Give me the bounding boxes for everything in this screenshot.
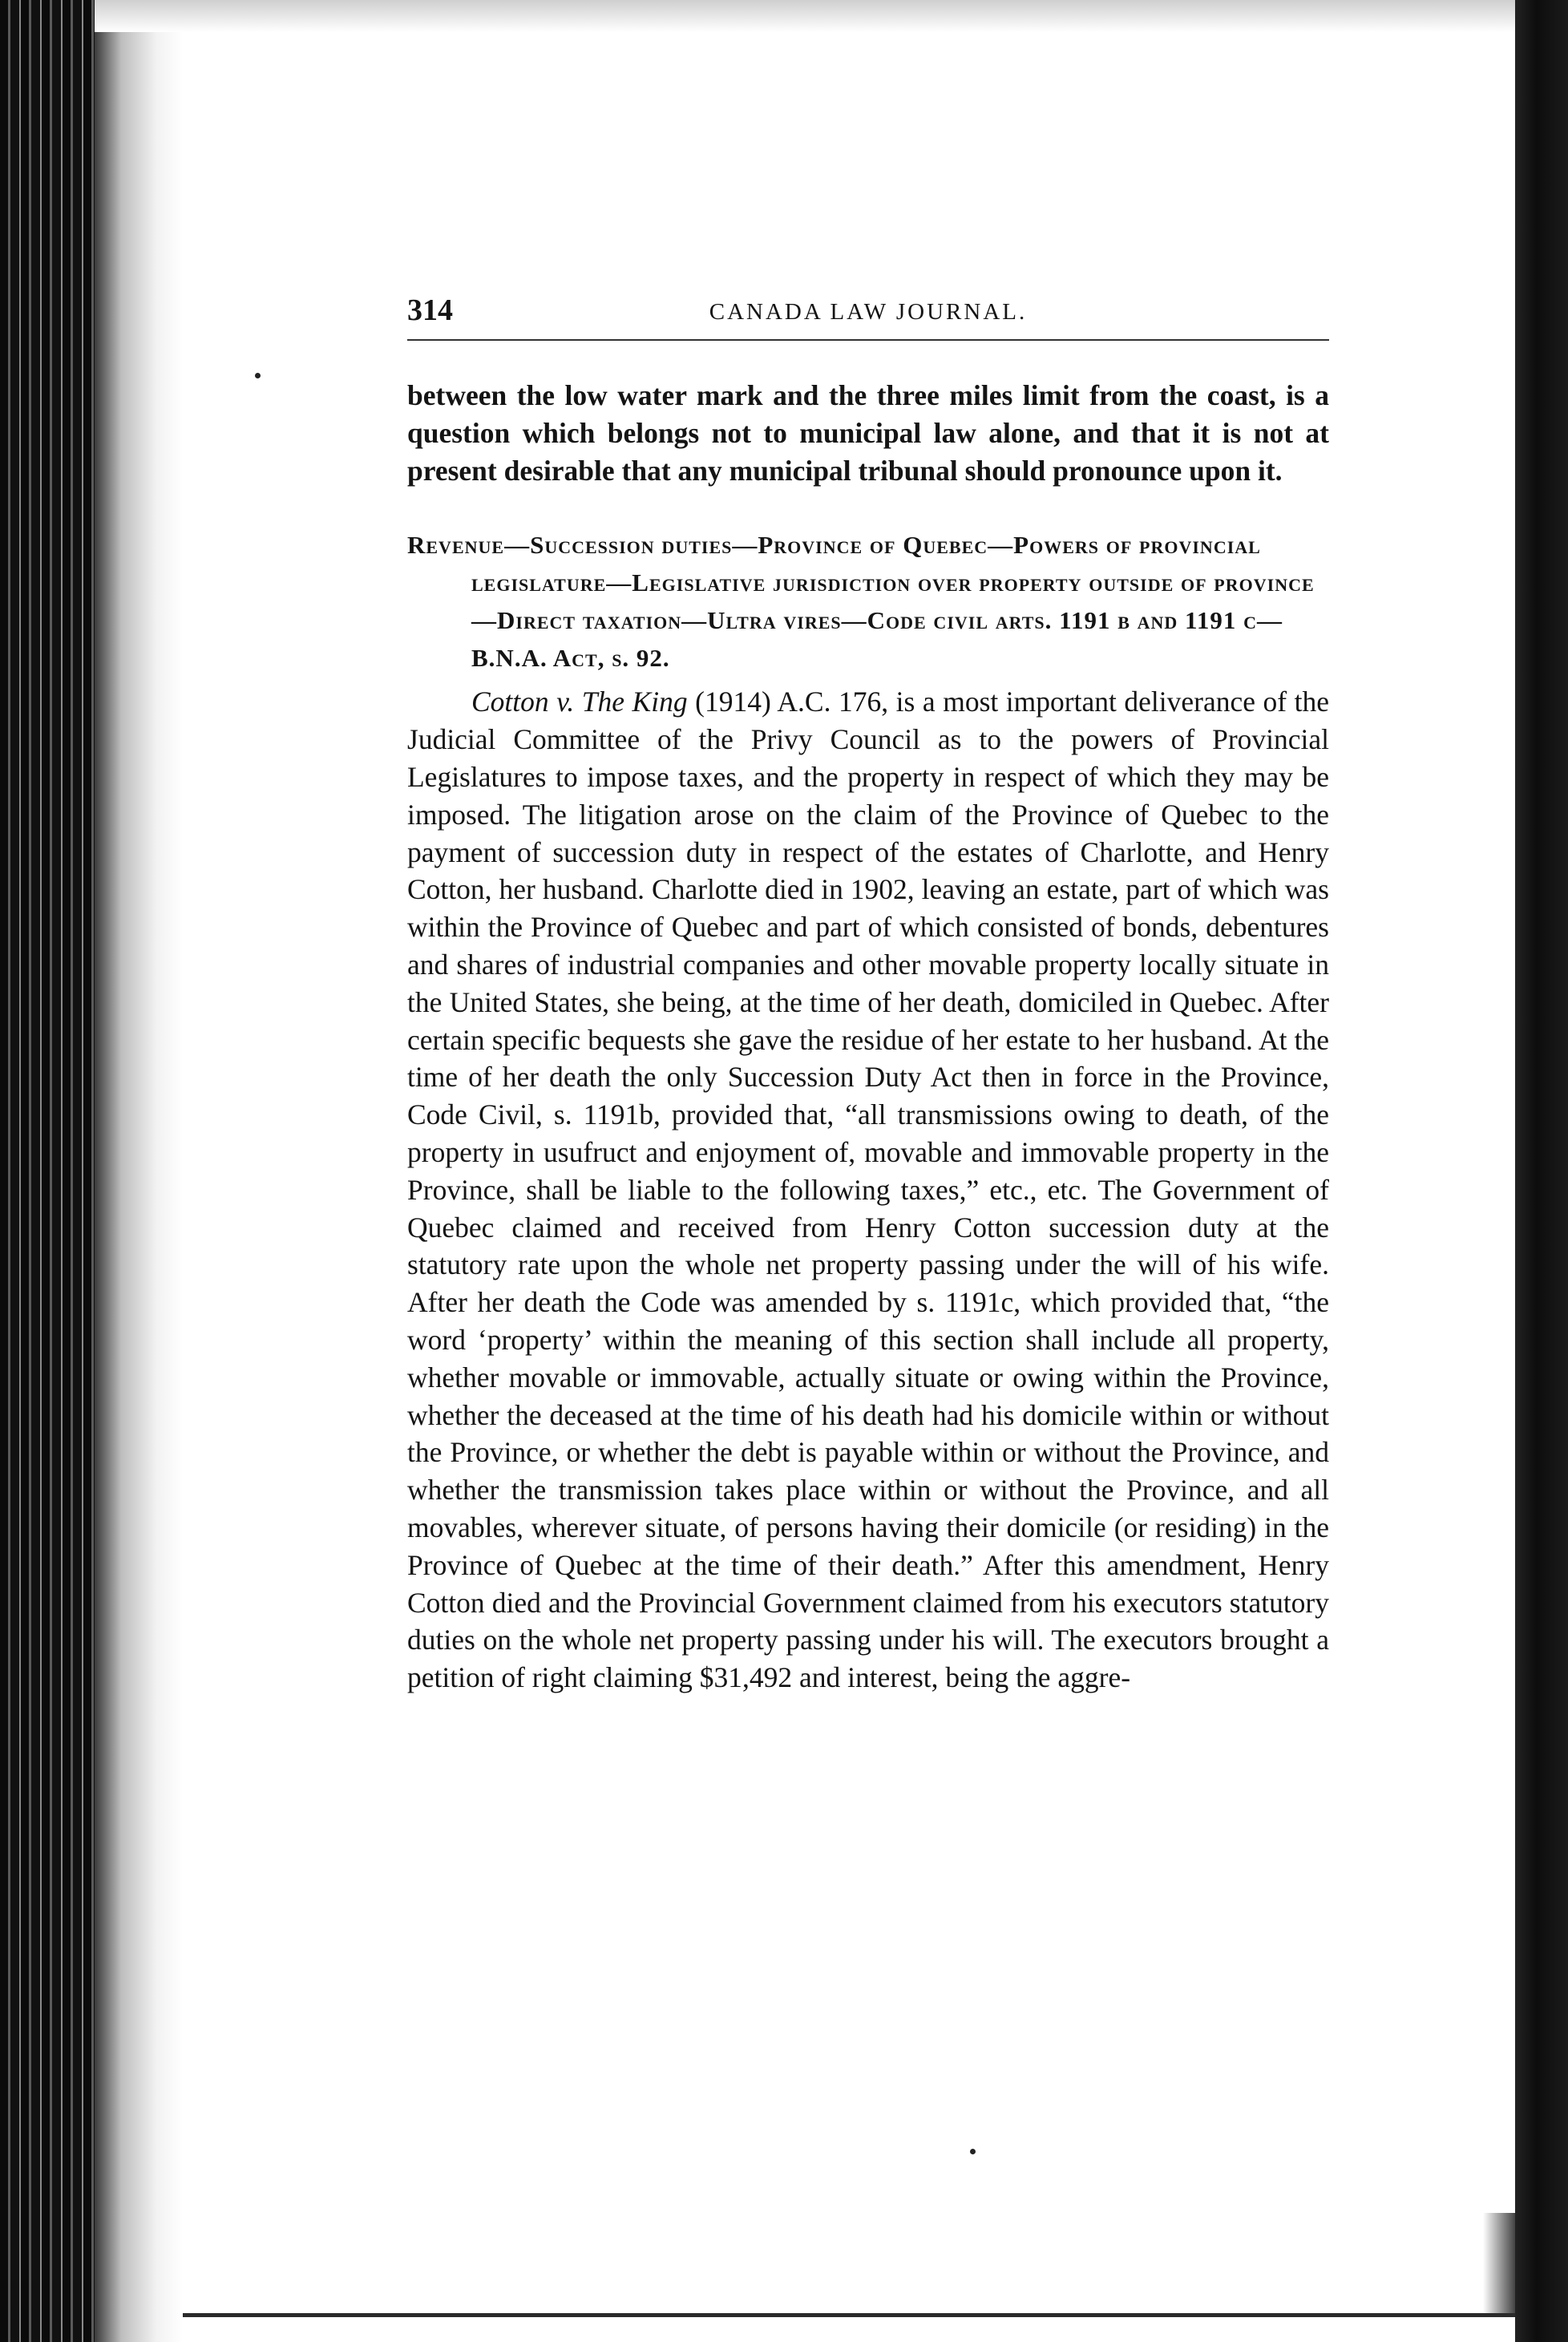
page-number: 314 (407, 293, 453, 327)
scan-corner-smudge (1483, 2213, 1515, 2317)
headnote: Revenue—Succession duties—Province of Quebec—Powers of provincial legislature—Legislative jurisdiction over property outside of province—Direct taxation—Ultra vires—Code civil arts. 1191 b and 1191 c—B.N.A. Act, s. 92. (407, 531, 1315, 673)
scan-border-right (1515, 0, 1568, 2342)
page-header (407, 293, 1329, 341)
running-title: CANADA LAW JOURNAL. (709, 299, 1028, 325)
scan-shadow-left (95, 0, 183, 2342)
scan-bottom-edge (183, 2313, 1515, 2317)
scan-border-left (0, 0, 95, 2342)
header-rule (407, 339, 1329, 341)
opening-paragraph: between the low water mark and the three miles limit from the coast, is a question which belongs not to municipal law alone, and that it is not at present desirable that any municipal tribunal should pronounce upon it. (407, 379, 1329, 487)
case-name: Cotton v. The King (471, 686, 688, 718)
case-paragraph (407, 683, 1329, 1697)
scan-speck (970, 2149, 976, 2154)
scan-shadow-top (95, 0, 1515, 32)
scan-speck (255, 373, 261, 378)
page-body (407, 377, 1329, 1697)
case-paragraph-text: (1914) A.C. 176, is a most important deliverance of the Judicial Committee of the Privy Council as to the powers of Provincial Legislatures to impose taxes, and the property in respect of which they may be imposed. The litigation arose on the claim of the Province of Quebec to the payment of succession duty in respect of the estates of Charlotte, and Henry Cotton, her husband. Charlotte died in 1902, leaving an estate, part of which was within the Province of Quebec and part of which consisted of bonds, debentures and shares of industrial companies and other movable property locally situate in the United States, she being, at the time of her death, domiciled in Quebec. After certain specific bequests she gave the residue of her estate to her husband. At the time of her death the only Succession Duty Act then in force in the Province, Code Civil, s. 1191b, provided that, “all transmissions owing to death, of the property in usufruct and enjoyment of, movable and immovable property in the Province, shall be liable to the following taxes,” etc., etc. The Government of Quebec claimed and received from Henry Cotton succession duty at the statutory rate upon the whole net property passing under the will of his wife. After her death the Code was amended by s. 1191c, which provided that, “the word ‘property’ within the meaning of this section shall include all property, whether movable or immovable, actually situate or owing within the Province, whether the deceased at the time of his death had his domicile within or without the Province, or whether the debt is payable within or without the Province, and whether the transmission takes place within or without the Province, and all movables, wherever situate, of persons having their domicile (or residing) in the Province of Quebec at the time of their death.” After this amendment, Henry Cotton died and the Provincial Government claimed from his executors statutory duties on the whole net property passing under his will. The executors brought a petition of right claiming $31,492 and interest, being the aggre- (407, 686, 1330, 1694)
